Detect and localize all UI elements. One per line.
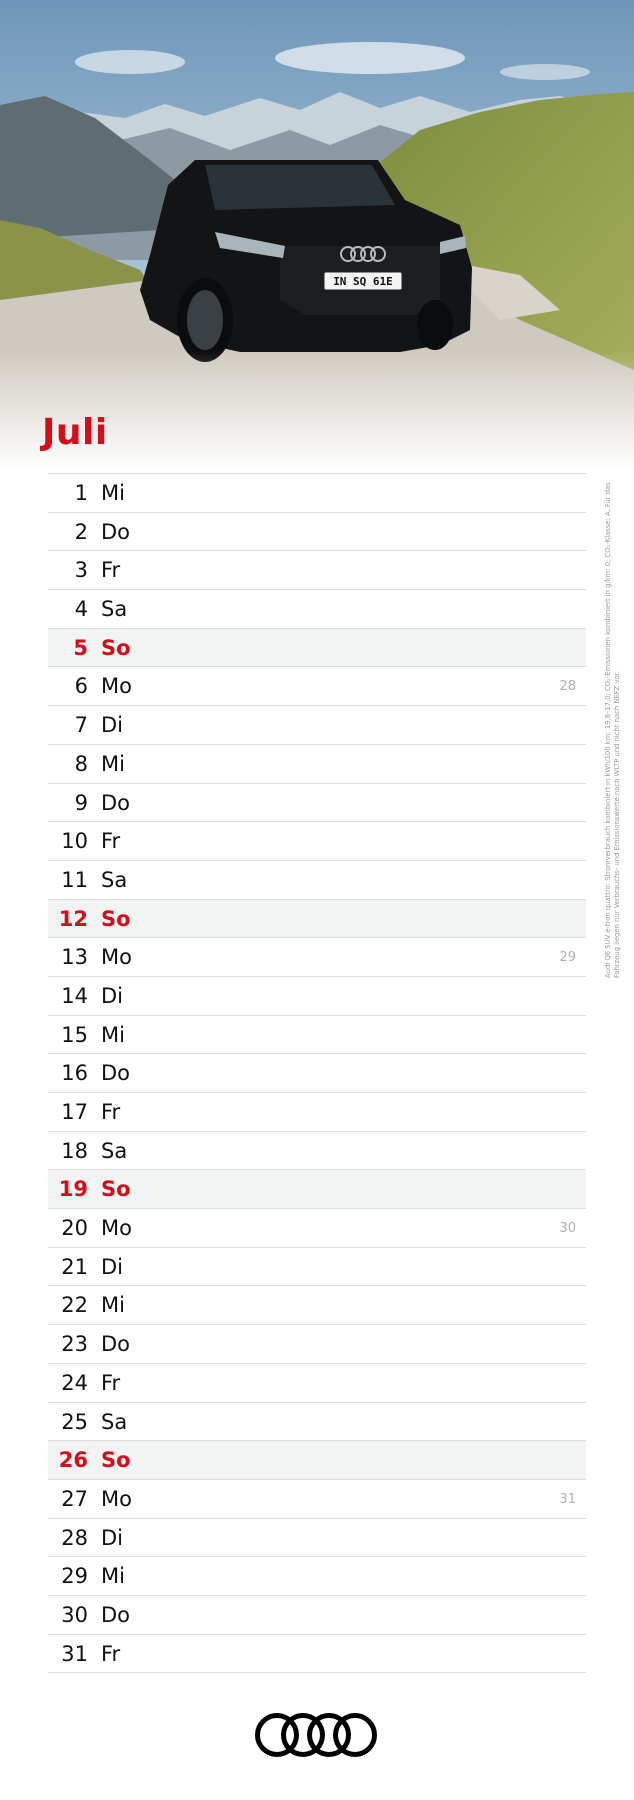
day-number: 9: [74, 790, 88, 815]
day-list: [48, 473, 586, 1673]
day-row: [48, 513, 586, 552]
weekday-label: So: [101, 635, 131, 660]
week-number: 31: [559, 1491, 576, 1507]
weekday-label: So: [101, 1177, 131, 1202]
day-number: 6: [74, 674, 88, 699]
weekday-label: Do: [101, 790, 131, 815]
weekday-label: Do: [101, 1332, 131, 1357]
day-row: [48, 822, 586, 861]
weekday-label: Fr: [101, 558, 121, 583]
day-number: 24: [61, 1370, 88, 1395]
weekday-label: Fr: [101, 1100, 121, 1124]
day-row: [48, 1286, 586, 1325]
license-plate: IN SQ 61E: [333, 275, 393, 288]
day-row: [48, 938, 586, 977]
day-number: 11: [61, 867, 88, 892]
weekday-label: Do: [101, 1061, 131, 1086]
day-row: [48, 590, 586, 629]
day-number: 14: [61, 983, 88, 1008]
day-row: [48, 1209, 586, 1248]
weekday-label: So: [101, 1448, 131, 1473]
day-row: [48, 977, 586, 1016]
day-row: [48, 1441, 586, 1480]
day-number: 29: [61, 1564, 88, 1589]
weekday-label: Sa: [101, 1138, 128, 1163]
day-row: [48, 900, 586, 939]
weekday-label: Do: [101, 1602, 131, 1627]
day-number: 18: [61, 1138, 88, 1163]
weekday-label: Di: [101, 1254, 124, 1279]
week-number: 29: [559, 950, 576, 966]
day-row: [48, 745, 586, 784]
day-row: [48, 1480, 586, 1519]
week-number: 30: [559, 1221, 576, 1237]
emissions-disclaimer: Audi Q6 SUV e-tron quattro: Stromverbrauch kombiniert in kWh/100 km: 19,8–17,0; CO₂-Emissionen kombiniert in g/km: 0; CO₂-Klasse: A. Für das Fahrzeug liegen nur Verbrauchs- und Emissionswerte nach WLTP und nicht nach NEFZ vor.: [604, 482, 621, 978]
weekday-label: Fr: [101, 1641, 121, 1666]
weekday-label: Sa: [101, 867, 128, 892]
day-number: 23: [61, 1332, 88, 1357]
day-row: [48, 1635, 586, 1674]
day-number: 8: [74, 751, 88, 776]
weekday-label: Sa: [101, 1409, 128, 1434]
car-on-mountain-road-photo: [0, 0, 634, 470]
weekday-label: Mi: [101, 481, 125, 505]
weekday-label: Fr: [101, 1370, 121, 1395]
day-row: [48, 474, 586, 513]
day-row: [48, 784, 586, 823]
day-number: 26: [58, 1448, 88, 1473]
weekday-label: Do: [101, 519, 131, 544]
day-number: 25: [61, 1409, 88, 1434]
day-row: [48, 1093, 586, 1132]
day-row: [48, 551, 586, 590]
weekday-label: Mo: [101, 1486, 132, 1511]
day-row: [48, 629, 586, 668]
day-number: 5: [73, 635, 88, 660]
weekday-label: Fr: [101, 829, 121, 854]
weekday-label: Di: [101, 983, 124, 1008]
day-number: 17: [61, 1100, 88, 1124]
weekday-label: Mo: [101, 945, 132, 970]
day-row: [48, 1170, 586, 1209]
day-number: 19: [58, 1177, 88, 1202]
day-row: [48, 706, 586, 745]
day-row: [48, 1016, 586, 1055]
day-number: 15: [61, 1022, 88, 1047]
weekday-label: Di: [101, 1525, 124, 1550]
weekday-label: Mi: [101, 751, 125, 776]
day-number: 7: [74, 713, 88, 738]
day-number: 2: [74, 519, 88, 544]
weekday-label: Mo: [101, 674, 132, 699]
day-number: 12: [58, 906, 88, 931]
weekday-label: Mi: [101, 1022, 125, 1047]
day-number: 3: [74, 558, 88, 583]
day-row: [48, 1519, 586, 1558]
day-number: 21: [61, 1254, 88, 1279]
week-number: 28: [559, 679, 576, 695]
day-row: [48, 861, 586, 900]
weekday-label: So: [101, 906, 131, 931]
audi-rings-logo: [251, 1710, 383, 1760]
day-row: [48, 1248, 586, 1287]
day-row: [48, 1403, 586, 1442]
day-number: 22: [61, 1293, 88, 1318]
day-number: 1: [74, 481, 88, 505]
weekday-label: Mi: [101, 1293, 125, 1318]
weekday-label: Di: [101, 713, 124, 738]
month-title: Juli: [42, 412, 108, 453]
day-number: 30: [61, 1602, 88, 1627]
day-row: [48, 1054, 586, 1093]
day-number: 20: [61, 1216, 88, 1241]
day-row: [48, 1132, 586, 1171]
day-row: [48, 1596, 586, 1635]
day-number: 13: [61, 945, 88, 970]
day-number: 4: [74, 597, 88, 622]
weekday-label: Sa: [101, 597, 128, 622]
day-number: 10: [61, 829, 88, 854]
day-number: 27: [61, 1486, 88, 1511]
day-row: [48, 1325, 586, 1364]
weekday-label: Mi: [101, 1564, 125, 1589]
day-row: [48, 1557, 586, 1596]
day-number: 16: [61, 1061, 88, 1086]
day-number: 31: [61, 1641, 88, 1666]
weekday-label: Mo: [101, 1216, 132, 1241]
day-number: 28: [61, 1525, 88, 1550]
day-row: [48, 1364, 586, 1403]
day-row: [48, 667, 586, 706]
